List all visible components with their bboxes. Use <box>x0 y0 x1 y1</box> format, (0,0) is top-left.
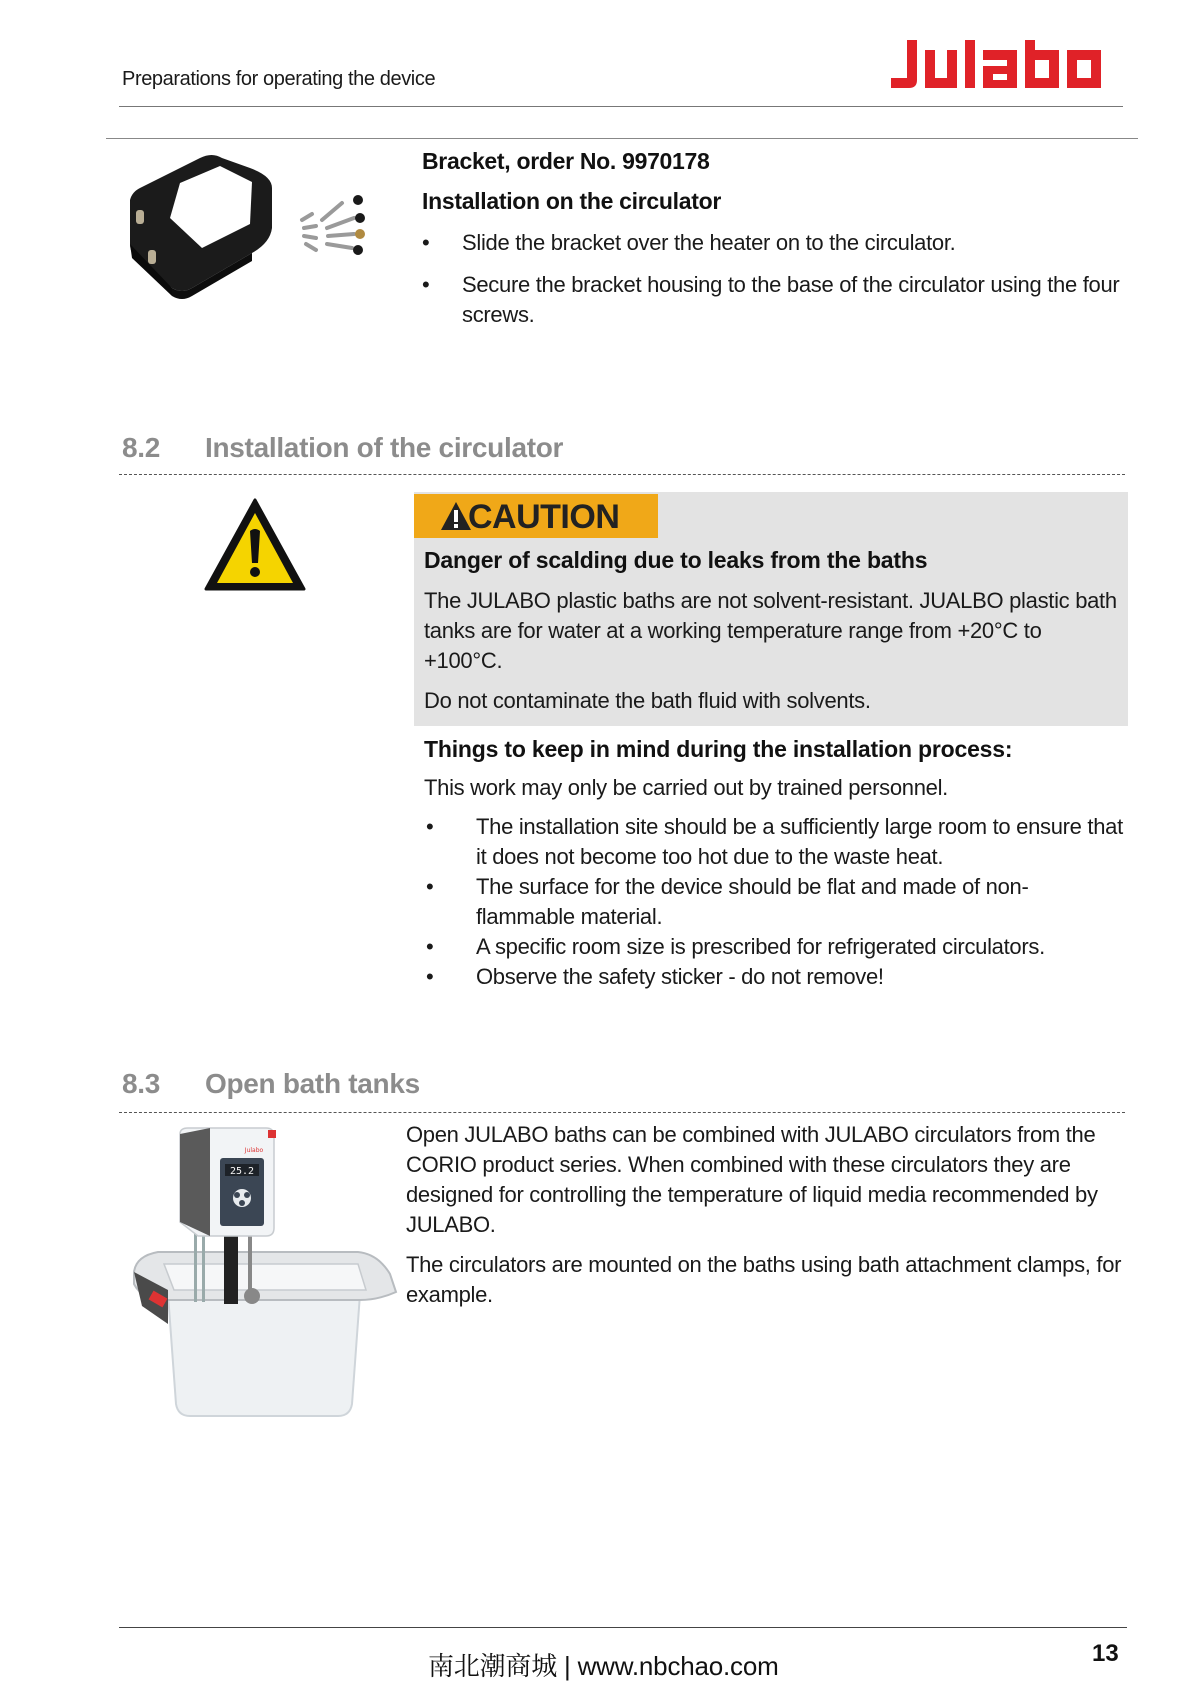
keep-in-mind-intro: This work may only be carried out by trained personnel. <box>424 775 948 800</box>
bracket-install-subtitle: Installation on the circulator <box>422 188 721 214</box>
keep-in-mind-heading: Things to keep in mind during the installation process: <box>424 736 1013 762</box>
bullet-icon: • <box>422 272 430 297</box>
list-item-text: A specific room size is prescribed for refrigerated circulators. <box>476 934 1045 959</box>
caution-label <box>414 494 658 538</box>
bullet-icon: • <box>426 874 434 899</box>
header-rule <box>119 106 1123 107</box>
section-title: Open bath tanks <box>205 1068 420 1099</box>
dashed-rule <box>119 474 1125 475</box>
bullet-text: Slide the bracket over the heater on to the circulator. <box>462 230 956 255</box>
keep-in-mind-list <box>424 812 1124 992</box>
bracket-order-title: Bracket, order No. 9970178 <box>422 148 710 174</box>
warning-triangle-icon <box>203 497 307 593</box>
bracket-bullet <box>422 228 1122 258</box>
list-item <box>424 962 1124 992</box>
caution-body-2: Do not contaminate the bath fluid with solvents. <box>424 688 871 713</box>
bullet-icon: • <box>426 934 434 959</box>
dashed-rule <box>119 1112 1125 1113</box>
caution-heading: Danger of scalding due to leaks from the baths <box>424 547 928 573</box>
bullet-icon: • <box>422 230 430 255</box>
julabo-logo <box>887 38 1119 90</box>
bullet-icon: • <box>426 814 434 839</box>
list-item-text: The installation site should be a sufficiently large room to ensure that it does not become too hot due to the waste heat. <box>476 814 1123 869</box>
list-item <box>424 872 1124 932</box>
caution-label-text: CAUTION <box>468 498 620 536</box>
bullet-icon: • <box>426 964 434 989</box>
bath-circulator-image <box>128 1124 400 1420</box>
footer-rule <box>119 1627 1127 1628</box>
section-rule <box>106 138 1138 139</box>
bullet-text: Secure the bracket housing to the base of the circulator using the four screws. <box>462 272 1120 327</box>
temperature-display: 25.2 <box>229 1166 255 1177</box>
list-item-text: The surface for the device should be flat and made of non-flammable material. <box>476 874 1029 929</box>
bracket-image <box>122 148 392 308</box>
section-heading-8-3 <box>122 1068 420 1100</box>
list-item <box>424 932 1124 962</box>
caution-body: The JULABO plastic baths are not solvent-resistant. JUALBO plastic bath tanks are for water at a working temperature range from +20°C to +100°C. <box>424 588 1117 673</box>
section-number: 8.2 <box>122 432 161 463</box>
bath-paragraph-2: The circulators are mounted on the baths using bath attachment clamps, for example. <box>406 1252 1122 1307</box>
svg-text:Julabo: Julabo <box>244 1147 264 1154</box>
section-title: Installation of the circulator <box>205 432 564 463</box>
section-heading-8-2 <box>122 432 563 464</box>
bracket-bullet <box>422 270 1122 330</box>
list-item-text: Observe the safety sticker - do not remove! <box>476 964 884 989</box>
running-header-title: Preparations for operating the device <box>122 68 436 90</box>
section-number: 8.3 <box>122 1068 161 1099</box>
bath-paragraph-1: Open JULABO baths can be combined with JULABO circulators from the CORIO product series. When combined with these circulators they are designed for controlling the temperature of liquid media recommended by JULABO. <box>406 1122 1098 1237</box>
list-item <box>424 812 1124 872</box>
page-number: 13 <box>1092 1640 1119 1667</box>
footer-site-link[interactable]: 南北潮商城 | www.nbchao.com <box>428 1651 779 1681</box>
